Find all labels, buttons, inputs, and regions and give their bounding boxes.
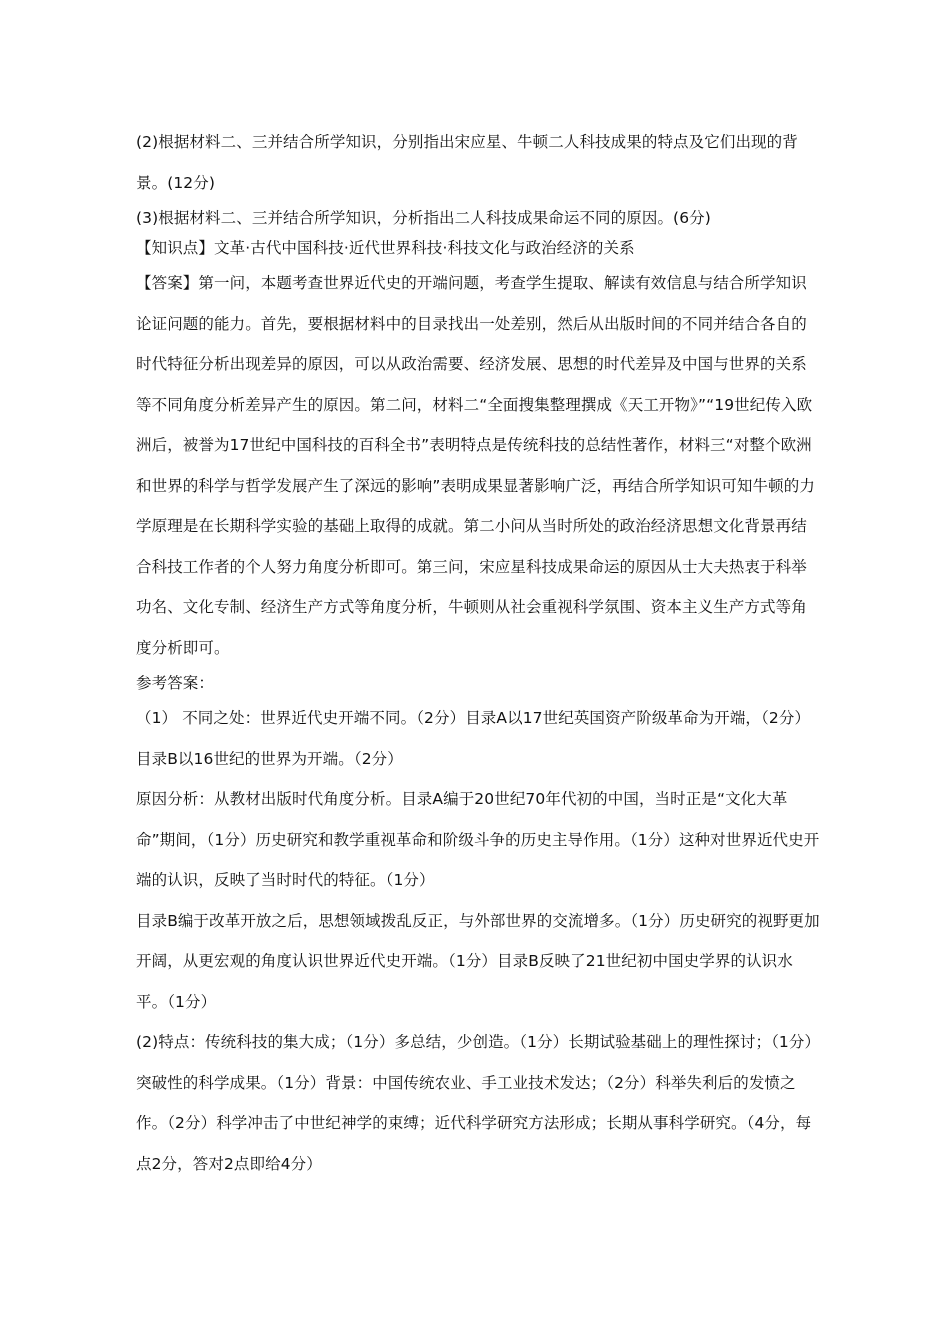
answer-part-1: （1） 不同之处：世界近代史开端不同。（2分）目录A以17世纪英国资产阶级革命为开端，（2分）目录B以16世纪的世界为开端。（2分） xyxy=(136,709,811,768)
question-2: (2)根据材料二、三并结合所学知识，分别指出宋应星、牛顿二人科技成果的特点及它们出现的背景。(12分) xyxy=(136,133,798,192)
document-body xyxy=(136,122,822,1184)
knowledge-point: 【知识点】文革·古代中国科技·近代世界科技·科技文化与政治经济的关系 xyxy=(136,239,635,257)
reference-answer-heading: 参考答案： xyxy=(136,674,215,692)
question-3: (3)根据材料二、三并结合所学知识，分析指出二人科技成果命运不同的原因。(6分) xyxy=(136,209,711,227)
answer-part-2: (2)特点：传统科技的集大成；（1分）多总结，少创造。（1分）长期试验基础上的理性探讨；（1分）突破性的科学成果。（1分）背景：中国传统农业、手工业技术发达；（2分）科举失利后的发愤之作。（2分）科学冲击了中世纪神学的束缚；近代科学研究方法形成；长期从事科学研究。（4分，每点2分，答对2点即给4分） xyxy=(136,1033,821,1173)
answer-explanation: 【答案】第一问，本题考查世界近代史的开端问题，考查学生提取、解读有效信息与结合所学知识论证问题的能力。首先，要根据材料中的目录找出一处差别，然后从出版时间的不同并结合各自的时代特征分析出现差异的原因，可以从政治需要、经济发展、思想的时代差异及中国与世界的关系等不同角度分析差异产生的原因。第二问，材料二“全面搜集整理撰成《天工开物》”“19世纪传入欧洲后，被誉为17世纪中国科技的百科全书”表明特点是传统科技的总结性著作，材料三“对整个欧洲和世界的科学与哲学发展产生了深远的影响”表明成果显著影响广泛，再结合所学知识可知牛顿的力学原理是在长期科学实验的基础上取得的成就。第二小问从当时所处的政治经济思想文化背景再结合科技工作者的个人努力角度分析即可。第三问，宋应星科技成果命运的原因从士大夫热衷于科举功名、文化专制、经济生产方式等角度分析，牛顿则从社会重视科学氛围、资本主义生产方式等角度分析即可。 xyxy=(136,274,815,657)
catalog-b-analysis: 目录B编于改革开放之后，思想领域拨乱反正，与外部世界的交流增多。（1分）历史研究的视野更加开阔，从更宏观的角度认识世界近代史开端。（1分）目录B反映了21世纪初中国史学界的认识水平。（1分） xyxy=(136,911,820,1011)
reason-analysis: 原因分析：从教材出版时代角度分析。目录A编于20世纪70年代初的中国，当时正是“文化大革命”期间，（1分）历史研究和教学重视革命和阶级斗争的历史主导作用。（1分）这种对世界近代史开端的认识，反映了当时时代的特征。（1分） xyxy=(136,790,820,889)
